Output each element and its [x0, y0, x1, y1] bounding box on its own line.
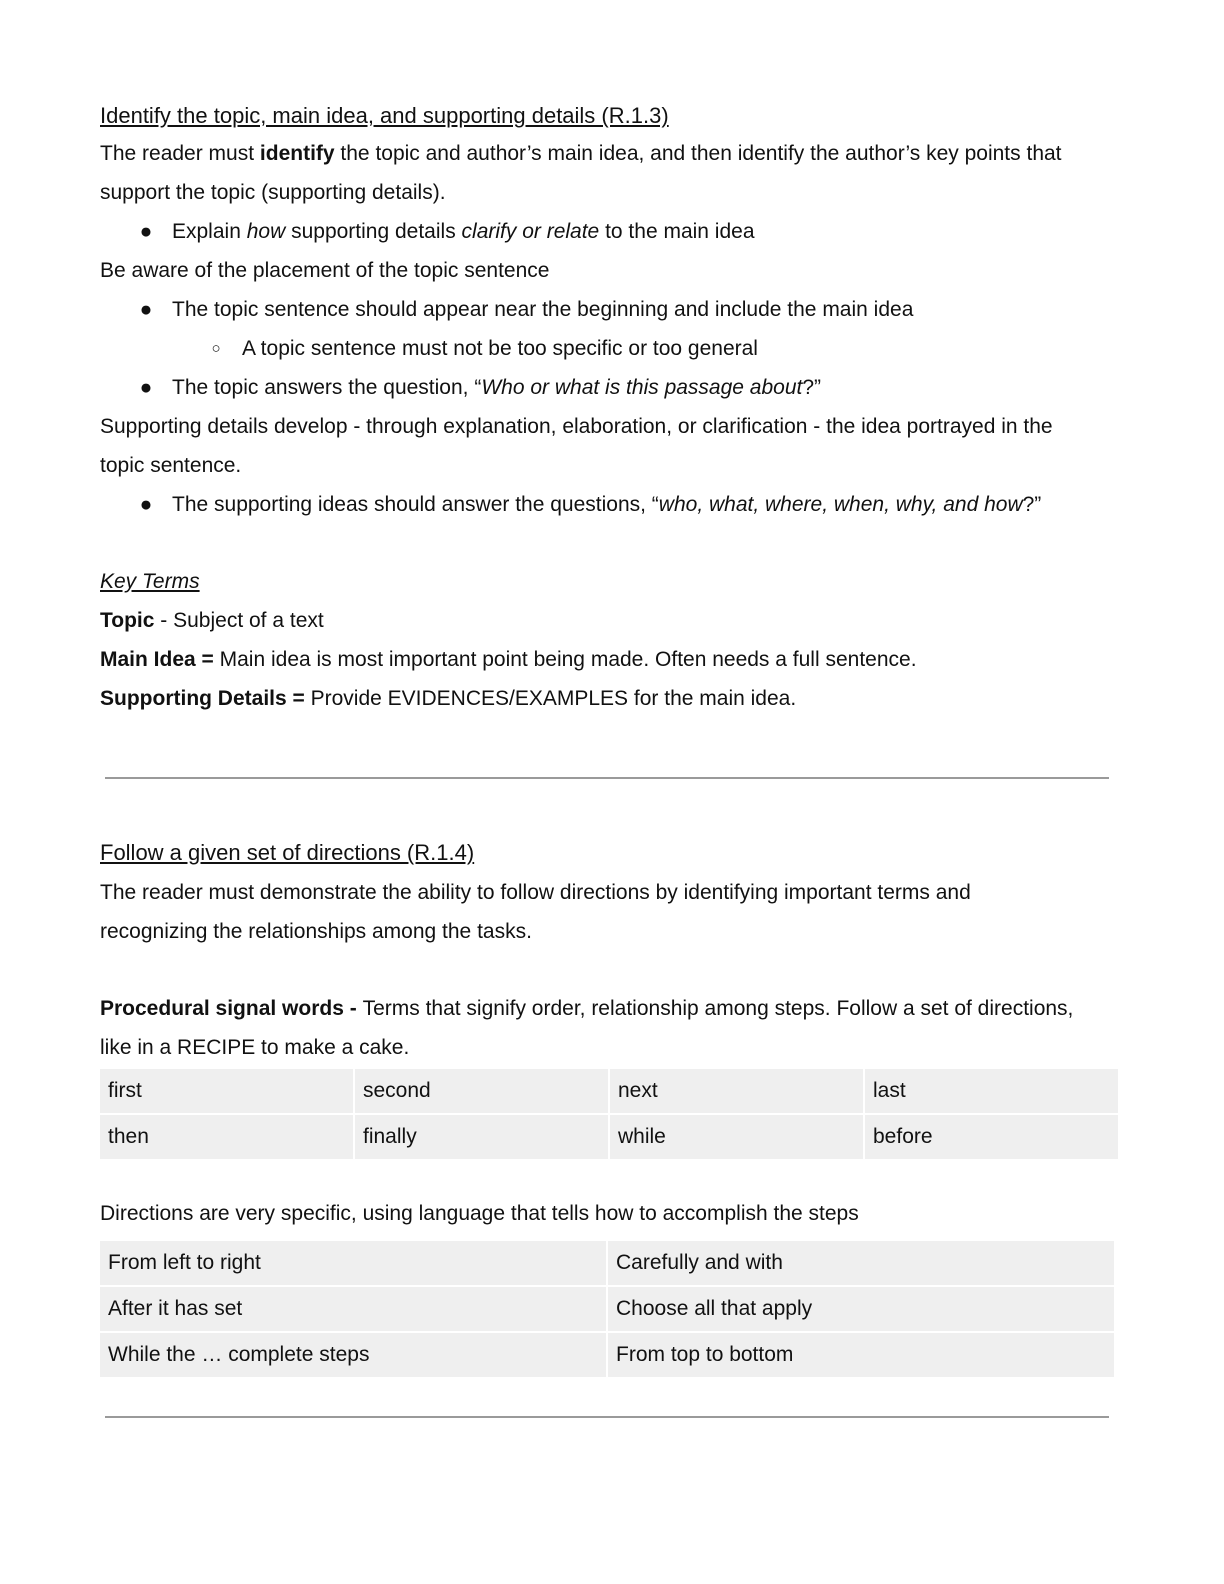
hollow-bullet-icon: ○	[211, 340, 221, 357]
table-cell: last	[865, 1069, 1118, 1113]
horizontal-divider	[105, 1416, 1109, 1418]
supporting-paragraph-line2: topic sentence.	[100, 454, 242, 477]
key-term-topic: Topic - Subject of a text	[100, 609, 324, 632]
document-section-directions	[100, 835, 1120, 1379]
table-row	[100, 1069, 1118, 1113]
direction-phrases-table	[98, 1239, 1116, 1379]
table-cell: From top to bottom	[608, 1333, 1114, 1377]
section-heading-topic: Identify the topic, main idea, and supporting details (R.1.3)	[100, 103, 669, 128]
table-cell: next	[610, 1069, 863, 1113]
bullet-list	[100, 485, 1120, 524]
bullet-item: ● The supporting ideas should answer the questions, “who, what, where, when, why, and how?”	[100, 485, 1120, 524]
bullet-list	[100, 290, 1120, 407]
bullet-item: ● Explain how supporting details clarify or relate to the main idea	[100, 212, 1120, 251]
procedural-signal-words-line2: like in a RECIPE to make a cake.	[100, 1036, 410, 1059]
table-cell: After it has set	[100, 1287, 606, 1331]
placement-paragraph: Be aware of the placement of the topic sentence	[100, 259, 550, 282]
procedural-signal-words: Procedural signal words - Terms that signify order, relationship among steps. Follow a set of directions,	[100, 997, 1074, 1020]
key-term-main-idea: Main Idea = Main idea is most important point being made. Often needs a full sentence.	[100, 648, 917, 671]
table-cell: then	[100, 1115, 353, 1159]
intro-paragraph: The reader must identify the topic and author’s main idea, and then identify the author’s key points that	[100, 142, 1062, 165]
directions-note: Directions are very specific, using language that tells how to accomplish the steps	[100, 1202, 859, 1225]
sub-bullet-item: ○ A topic sentence must not be too specific or too general	[100, 329, 1120, 368]
horizontal-divider	[105, 777, 1109, 779]
table-cell: while	[610, 1115, 863, 1159]
bullet-item: ● The topic sentence should appear near the beginning and include the main idea	[100, 290, 1120, 329]
key-terms-title: Key Terms	[100, 570, 200, 593]
table-row	[100, 1287, 1114, 1331]
directions-intro-line2: recognizing the relationships among the tasks.	[100, 920, 532, 943]
table-row	[100, 1241, 1114, 1285]
document-page	[100, 98, 1120, 718]
bullet-list	[100, 212, 1120, 251]
table-cell: finally	[355, 1115, 608, 1159]
key-term-supporting-details: Supporting Details = Provide EVIDENCES/EXAMPLES for the main idea.	[100, 687, 797, 710]
table-cell: Choose all that apply	[608, 1287, 1114, 1331]
section-heading-directions: Follow a given set of directions (R.1.4)	[100, 840, 475, 865]
table-row	[100, 1333, 1114, 1377]
bullet-dot-icon: ●	[139, 298, 153, 321]
intro-paragraph-line2: support the topic (supporting details).	[100, 181, 446, 204]
directions-intro: The reader must demonstrate the ability to follow directions by identifying important terms and	[100, 881, 971, 904]
table-cell: first	[100, 1069, 353, 1113]
bullet-dot-icon: ●	[139, 220, 153, 243]
table-row	[100, 1115, 1118, 1159]
bullet-dot-icon: ●	[139, 493, 153, 516]
supporting-paragraph: Supporting details develop - through explanation, elaboration, or clarification - the idea portrayed in the	[100, 415, 1053, 438]
table-cell: before	[865, 1115, 1118, 1159]
table-cell: second	[355, 1069, 608, 1113]
table-cell: From left to right	[100, 1241, 606, 1285]
table-cell: While the … complete steps	[100, 1333, 606, 1377]
bullet-dot-icon: ●	[139, 376, 153, 399]
bullet-item: ● The topic answers the question, “Who or what is this passage about?”	[100, 368, 1120, 407]
signal-words-table	[98, 1067, 1120, 1161]
table-cell: Carefully and with	[608, 1241, 1114, 1285]
